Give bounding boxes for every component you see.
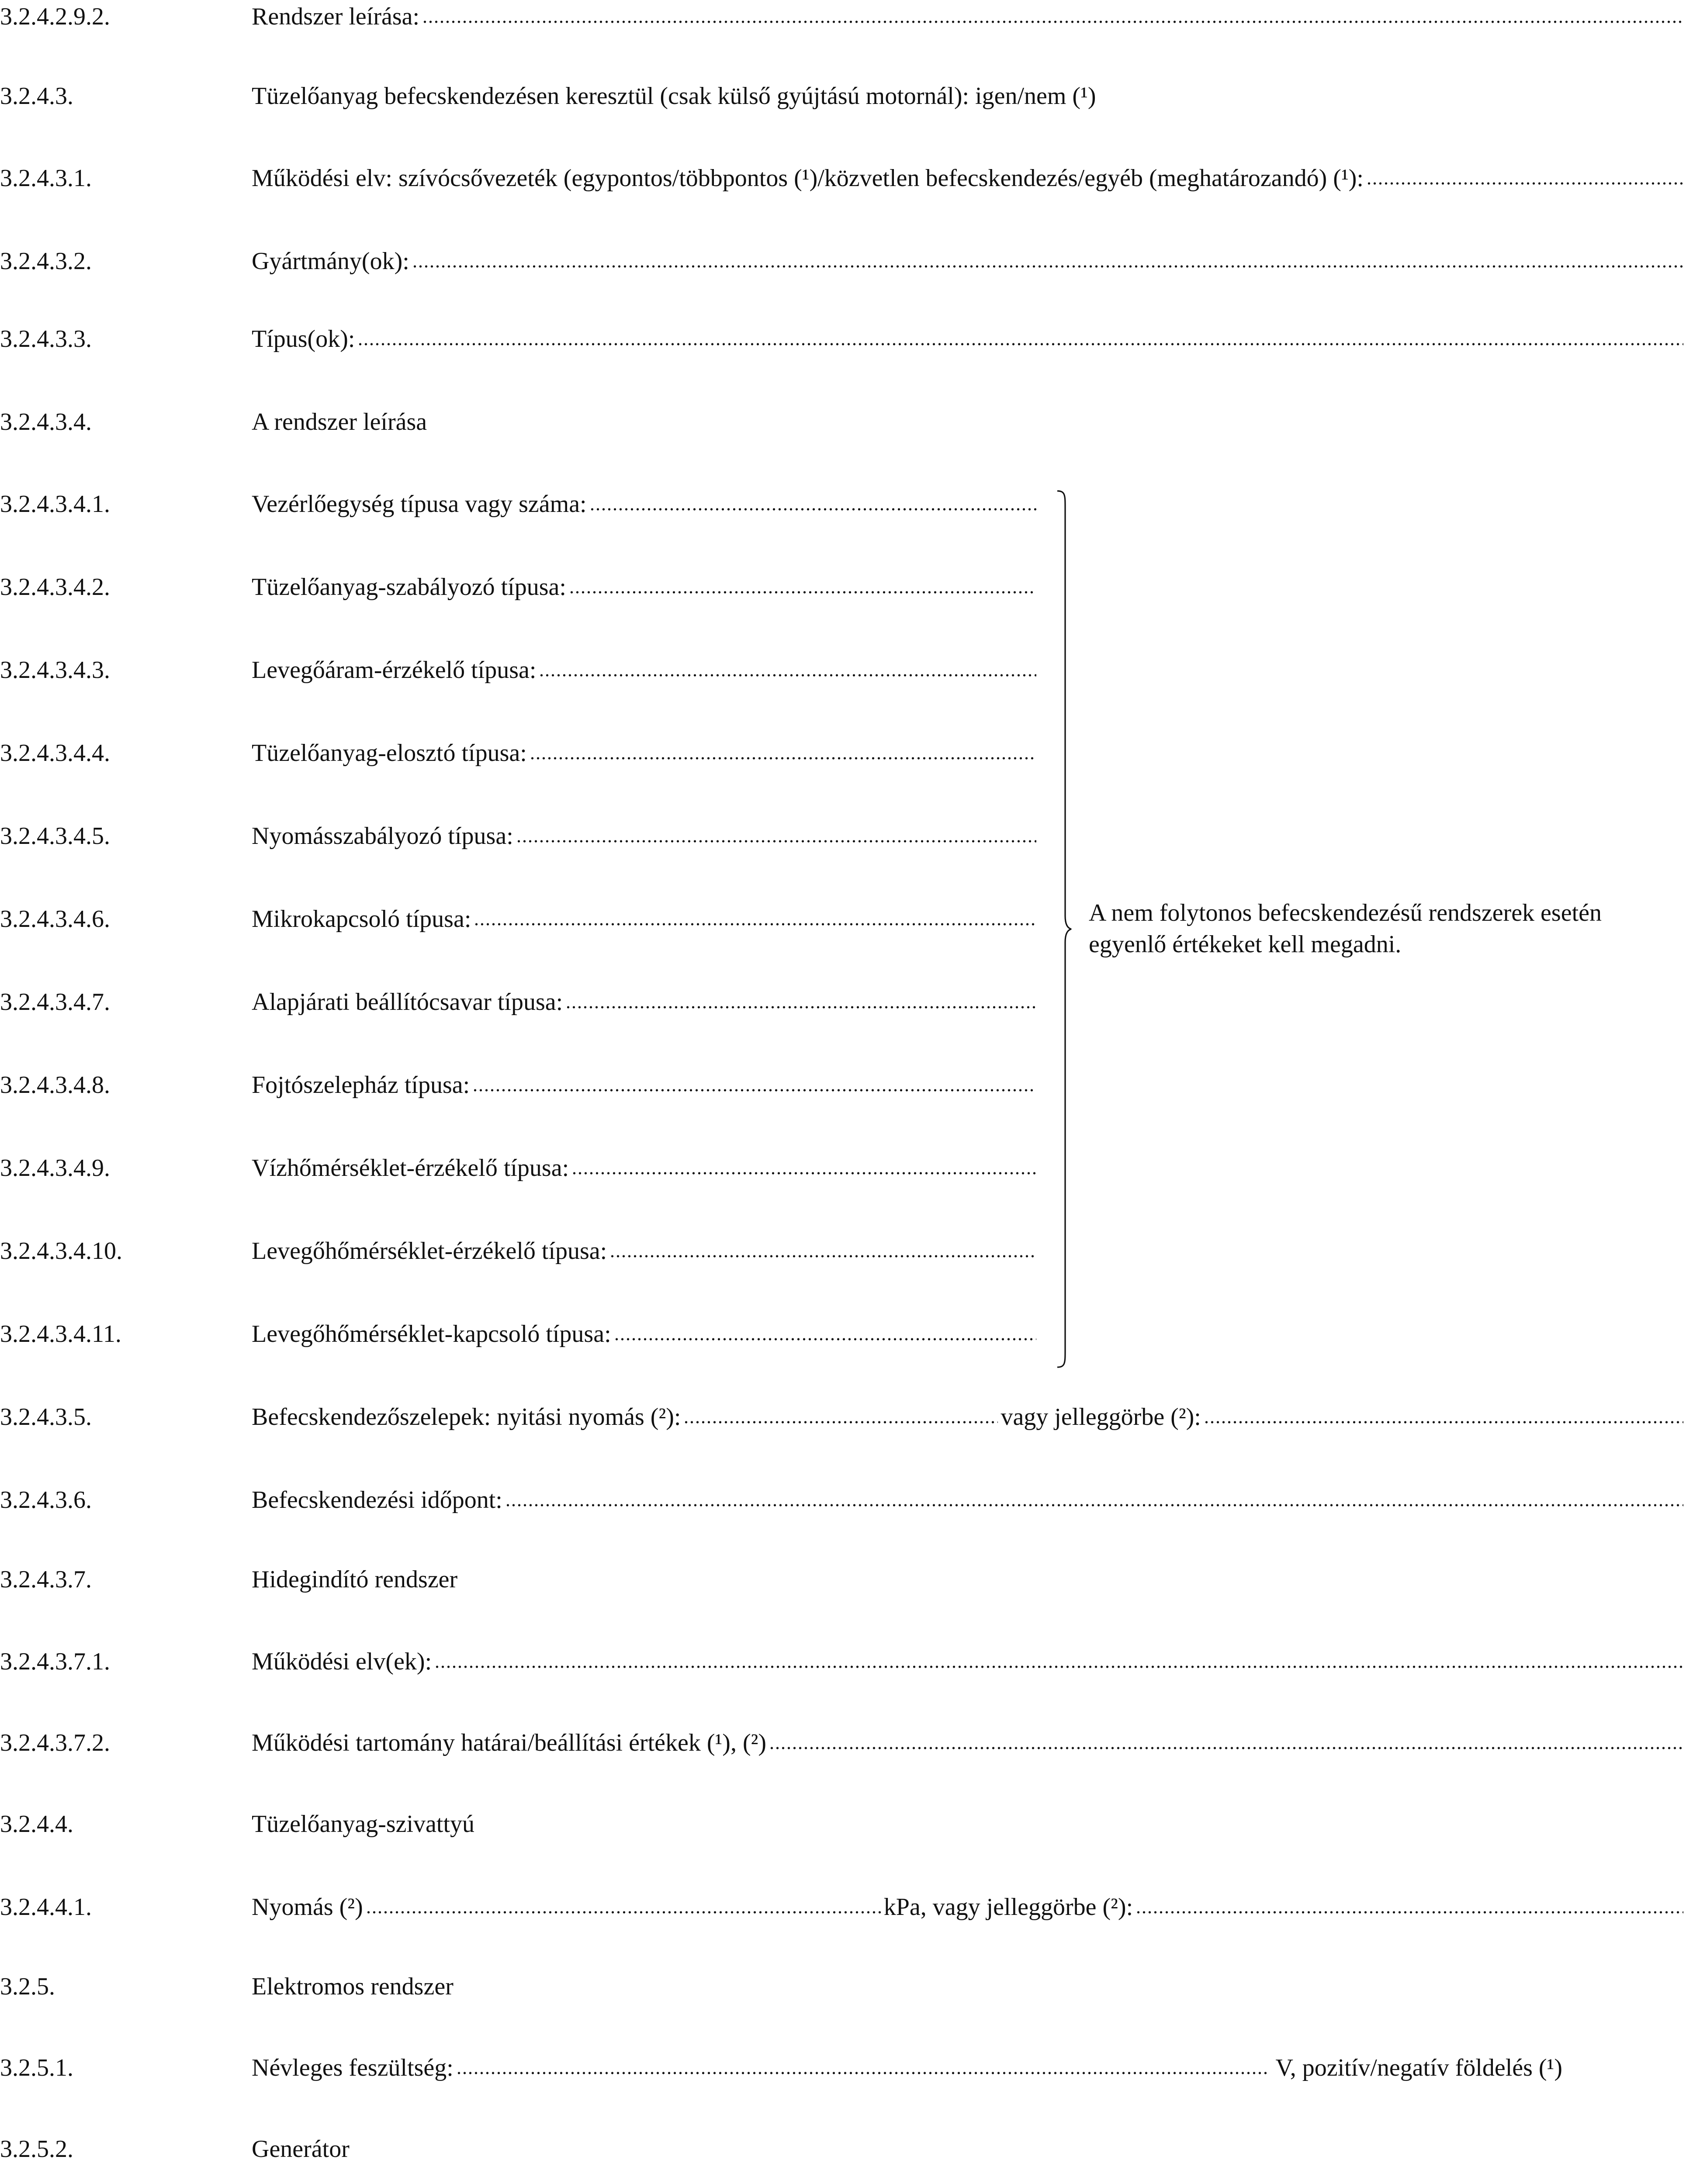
section-heading: Elektromos rendszer [252, 1973, 454, 2000]
form-row-3-2-4-3-4-8 [0, 1069, 1686, 1101]
section-number: 3.2.4.3.1. [0, 165, 92, 192]
field-label: Működési elv(ek): [252, 1648, 432, 1675]
fill-in-dots[interactable] [456, 2070, 1267, 2076]
form-row-3-2-4-3-4-7 [0, 986, 1686, 1018]
form-row-3-2-4-3-4-5 [0, 820, 1686, 852]
section-number: 3.2.4.3.7.2. [0, 1729, 110, 1756]
section-heading: Hidegindító rendszer [252, 1566, 458, 1593]
section-number: 3.2.5. [0, 1973, 55, 2000]
fill-in-dots[interactable] [539, 673, 1036, 678]
form-row-3-2-4-4 [0, 1808, 1686, 1840]
field-label: Levegőáram-érzékelő típusa: [252, 657, 537, 684]
section-number: 3.2.4.3. [0, 83, 73, 110]
section-number: 3.2.4.2.9.2. [0, 3, 110, 30]
fill-in-dots[interactable] [357, 342, 1683, 347]
section-number: 3.2.4.3.4.4. [0, 740, 110, 767]
section-number: 3.2.4.3.2. [0, 248, 92, 275]
form-row-3-2-5-2 [0, 2133, 1686, 2165]
fill-in-dots[interactable] [472, 1088, 1036, 1093]
form-row-3-2-4-3-2 [0, 245, 1686, 277]
field-label-alt: kPa, vagy jelleggörbe (²): [883, 1894, 1133, 1921]
fill-in-dots[interactable] [609, 1254, 1036, 1259]
field-label: Levegőhőmérséklet-érzékelő típusa: [252, 1237, 607, 1265]
section-number: 3.2.4.4.1. [0, 1894, 92, 1921]
section-number: 3.2.4.3.4.9. [0, 1154, 110, 1182]
form-row-3-2-4-3-4-10 [0, 1235, 1686, 1267]
form-row-3-2-4-3 [0, 80, 1686, 112]
field-label-alt: vagy jelleggörbe (²): [1001, 1403, 1201, 1431]
fill-in-dots[interactable] [422, 19, 1683, 24]
field-label: Nyomásszabályozó típusa: [252, 822, 513, 850]
fill-in-dots[interactable] [571, 1171, 1036, 1176]
section-heading: A rendszer leírása [252, 408, 427, 435]
section-number: 3.2.4.3.4.6. [0, 905, 110, 933]
fill-in-dots-curve[interactable] [1136, 1910, 1683, 1915]
section-number: 3.2.4.3.7. [0, 1566, 92, 1593]
fill-in-dots[interactable] [569, 590, 1036, 595]
section-number: 3.2.4.3.4.2. [0, 574, 110, 601]
form-row-3-2-4-3-7 [0, 1564, 1686, 1595]
section-number: 3.2.4.3.4.7. [0, 988, 110, 1016]
section-number: 3.2.5.2. [0, 2136, 73, 2163]
form-row-3-2-4-3-4-9 [0, 1152, 1686, 1184]
right-curly-brace [1056, 490, 1072, 1368]
field-label: Gyártmány(ok): [252, 248, 409, 275]
fill-in-dots-pressure[interactable] [366, 1910, 881, 1915]
form-row-3-2-4-3-4-2 [0, 571, 1686, 603]
field-label: Névleges feszültség: [252, 2054, 454, 2081]
fill-in-dots-pressure[interactable] [683, 1420, 998, 1425]
field-label: Vízhőmérséklet-érzékelő típusa: [252, 1154, 569, 1182]
fill-in-dots[interactable] [505, 1503, 1683, 1508]
form-row-3-2-4-3-4-4 [0, 737, 1686, 769]
field-label: Működési elv: szívócsővezeték (egypontos/többpontos (¹)/közvetlen befecskendezés/egyéb (meghatározandó) (¹): [252, 165, 1364, 192]
form-row-3-2-4-3-7-1 [0, 1646, 1686, 1677]
section-heading: Tüzelőanyag-szivattyú [252, 1811, 475, 1838]
section-number: 3.2.5.1. [0, 2054, 73, 2081]
section-number: 3.2.4.3.7.1. [0, 1648, 110, 1675]
section-number: 3.2.4.3.4.5. [0, 822, 110, 850]
field-label: Működési tartomány határai/beállítási értékek (¹), (²) [252, 1729, 767, 1756]
form-row-3-2-4-3-4-3 [0, 654, 1686, 686]
section-number: 3.2.4.3.4.3. [0, 657, 110, 684]
field-label: Vezérlőegység típusa vagy száma: [252, 491, 587, 518]
fill-in-dots[interactable] [589, 507, 1036, 512]
field-label: Befecskendezőszelepek: nyitási nyomás (²): [252, 1403, 681, 1431]
form-row-3-2-4-3-4-11 [0, 1318, 1686, 1350]
section-number: 3.2.4.3.6. [0, 1486, 92, 1514]
section-number: 3.2.4.3.4.11. [0, 1320, 121, 1348]
form-row-3-2-5-1 [0, 2052, 1686, 2084]
fill-in-dots[interactable] [474, 922, 1036, 927]
form-row-3-2-4-3-6 [0, 1484, 1686, 1516]
section-heading: Generátor [252, 2136, 350, 2163]
fill-in-dots[interactable] [412, 264, 1683, 269]
fill-in-dots[interactable] [516, 839, 1036, 844]
fill-in-dots[interactable] [769, 1745, 1683, 1751]
fill-in-dots-curve[interactable] [1204, 1420, 1683, 1425]
fill-in-dots[interactable] [1366, 181, 1683, 186]
form-row-3-2-4-3-4-1 [0, 488, 1686, 520]
brace-note: A nem folytonos befecskendezésű rendszerek esetén egyenlő értékeket kell megadni. [1089, 899, 1602, 958]
form-row-3-2-4-3-3 [0, 323, 1686, 355]
field-label-alt: V, pozitív/negatív földelés (¹) [1275, 2054, 1562, 2081]
section-number: 3.2.4.3.5. [0, 1403, 92, 1431]
field-label: Nyomás (²) [252, 1894, 363, 1921]
field-label: Tüzelőanyag-elosztó típusa: [252, 740, 527, 767]
field-label: Befecskendezési időpont: [252, 1486, 502, 1514]
form-row-3-2-4-3-1 [0, 162, 1686, 194]
form-row-3-2-4-4-1 [0, 1891, 1686, 1923]
field-label: Alapjárati beállítócsavar típusa: [252, 988, 563, 1016]
section-number: 3.2.4.4. [0, 1811, 73, 1838]
fill-in-dots[interactable] [434, 1664, 1683, 1669]
form-row-3-2-4-2-9-2 [0, 1, 1686, 32]
fill-in-dots[interactable] [530, 756, 1036, 761]
section-number: 3.2.4.3.4.1. [0, 491, 110, 518]
form-row-3-2-4-3-7-2 [0, 1727, 1686, 1759]
fill-in-dots[interactable] [614, 1337, 1036, 1342]
field-label: Típus(ok): [252, 325, 355, 352]
field-label: Rendszer leírása: [252, 3, 420, 30]
section-number: 3.2.4.3.4.8. [0, 1071, 110, 1099]
form-row-3-2-5 [0, 1971, 1686, 2002]
field-label: Mikrokapcsoló típusa: [252, 905, 471, 933]
section-number: 3.2.4.3.4. [0, 408, 92, 435]
fill-in-dots[interactable] [565, 1005, 1036, 1010]
field-label: Levegőhőmérséklet-kapcsoló típusa: [252, 1320, 611, 1348]
form-row-3-2-4-3-4 [0, 406, 1686, 438]
section-heading: Tüzelőanyag befecskendezésen keresztül (csak külső gyújtású motornál): igen/nem (¹) [252, 83, 1096, 110]
section-number: 3.2.4.3.3. [0, 325, 92, 352]
form-row-3-2-4-3-5 [0, 1401, 1686, 1433]
field-label: Tüzelőanyag-szabályozó típusa: [252, 574, 566, 601]
section-number: 3.2.4.3.4.10. [0, 1237, 122, 1265]
field-label: Fojtószelepház típusa: [252, 1071, 470, 1099]
